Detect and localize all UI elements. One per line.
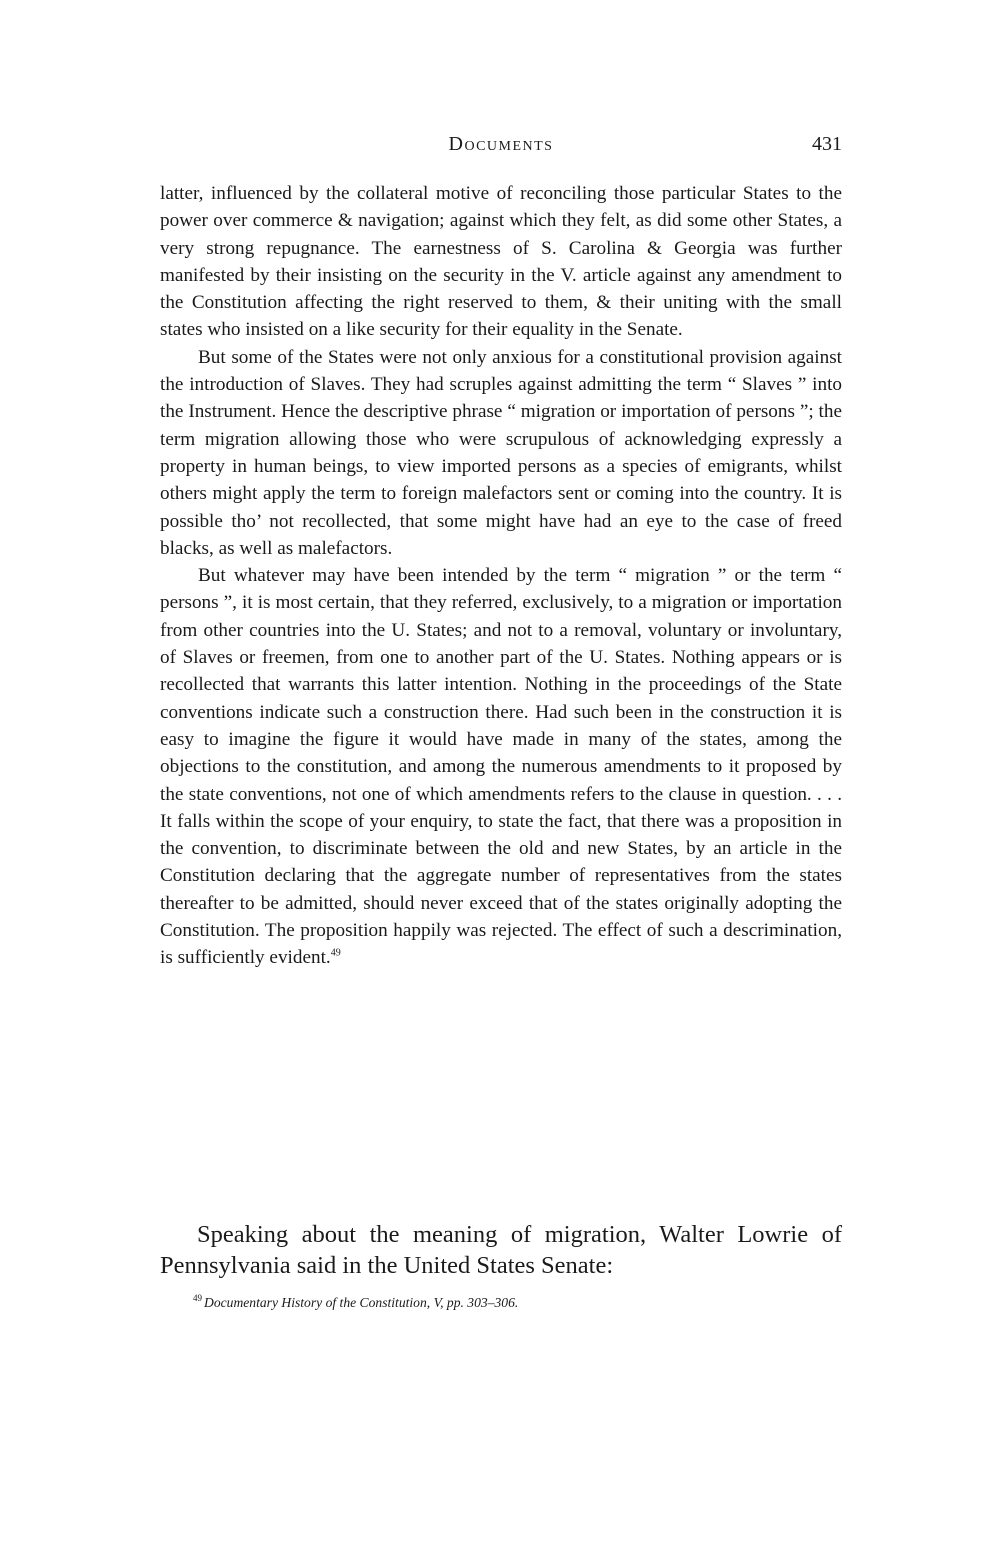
quote-paragraph-1: latter, influenced by the collateral motive of reconciling those particular States to the power over commerce & navigation; against which they felt, as did some other States, a very strong repugnance. The earnestness of S. Carolina & Georgia was further manifested by their insisting on the security in the V. article against any amendment to the Constitution affecting the right reserved to them, & their uniting with the small states who insisted on a like security for their equality in the Senate. [160, 183, 842, 341]
footnote-reference[interactable]: 49 [330, 947, 341, 959]
footnote [193, 1293, 842, 1313]
body-text [160, 1219, 842, 1281]
footnote-text: Documentary History of the Constitution, V, pp. 303–306. [204, 1295, 519, 1310]
footnote-number: 49 [193, 1293, 202, 1304]
quote-paragraph-3-text: But whatever may have been intended by the term “ migration ” or the term “ persons ”, it is most certain, that they referred, exclusively, to a migration or importation from other countries into the U. States; and not to a removal, voluntary or involuntary, of Slaves or freemen, from one to another part of the U. States. Nothing appears or is recollected that warrants this latter intention. Nothing in the proceedings of the State conventions indicate such a construction there. Had such been in the construction it is easy to imagine the figure it would have made in many of the states, among the objections to the constitution, and among the numerous amendments to it proposed by the state conventions, not one of which amendments refers to the clause in question. . . . It falls within the scope of your enquiry, to state the fact, that there was a proposition in the convention, to discriminate between the old and new States, by an article in the Constitution declaring that the aggregate number of representatives from the states thereafter to be admitted, should never exceed that of the states originally adopting the Constitution. The proposition happily was rejected. The effect of such a descrimination, is sufficiently evident. [160, 565, 842, 969]
quote-paragraph-3 [160, 562, 842, 971]
page-header [160, 133, 842, 163]
body-paragraph: Speaking about the meaning of migration, Walter Lowrie of Pennsylvania said in the United States Senate: [160, 1221, 842, 1279]
quote-paragraph-2: But some of the States were not only anxious for a constitutional provision against the introduction of Slaves. They had scruples against admitting the term “ Slaves ” into the Instrument. Hence the descriptive phrase “ migration or importation of persons ”; the term migration allowing those who were scrupulous of acknowledging expressly a property in human beings, to view imported persons as a species of emigrants, whilst others might apply the term to foreign malefactors sent or coming into the country. It is possible tho’ not recollected, that some might have had an eye to the case of freed blacks, as well as malefactors. [160, 346, 842, 559]
running-title: Documents [448, 133, 554, 155]
quoted-document-block [160, 180, 842, 972]
page-number: 431 [812, 133, 842, 155]
